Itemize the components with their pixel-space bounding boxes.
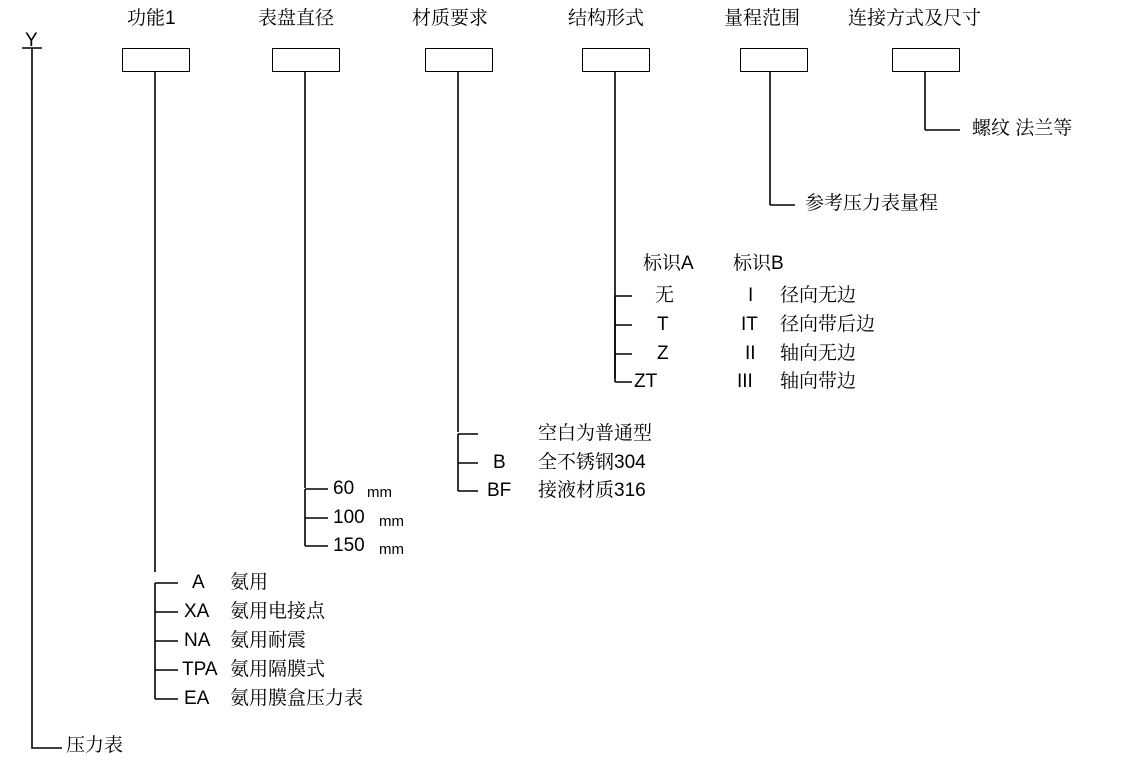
- material-desc: 接液材质316: [538, 480, 646, 501]
- connection-note: 螺纹 法兰等: [972, 118, 1073, 139]
- function-code: TPA: [182, 659, 218, 680]
- root-code: Y: [25, 30, 38, 51]
- header-label-dial: 表盘直径: [258, 8, 335, 29]
- structure-code-b: IT: [741, 314, 758, 335]
- range-note: 参考压力表量程: [805, 193, 939, 214]
- function-desc: 氨用: [230, 572, 269, 593]
- dial-unit: mm: [379, 541, 404, 558]
- function-desc: 氨用电接点: [230, 601, 326, 622]
- dial-value: 60: [333, 478, 355, 499]
- structure-col-a-header: 标识A: [643, 253, 694, 274]
- header-box-function: [122, 48, 190, 72]
- structure-desc: 轴向无边: [780, 343, 857, 364]
- function-code: NA: [184, 630, 211, 651]
- dial-unit: mm: [367, 484, 392, 501]
- header-label-structure: 结构形式: [568, 8, 645, 29]
- header-box-connection: [892, 48, 960, 72]
- material-code: BF: [487, 480, 512, 501]
- function-desc: 氨用隔膜式: [230, 659, 326, 680]
- function-code: XA: [184, 601, 210, 622]
- structure-code-a: T: [657, 314, 669, 335]
- structure-code-a: ZT: [634, 371, 658, 392]
- header-label-function: 功能1: [127, 8, 176, 29]
- dial-value: 100: [333, 507, 365, 528]
- structure-code-b: II: [745, 343, 756, 364]
- material-code: B: [493, 452, 506, 473]
- dial-value: 150: [333, 535, 365, 556]
- header-box-material: [425, 48, 493, 72]
- header-label-material: 材质要求: [412, 8, 489, 29]
- dial-unit: mm: [379, 513, 404, 530]
- function-desc: 氨用耐震: [230, 630, 307, 651]
- header-box-range: [740, 48, 808, 72]
- root-label: 压力表: [66, 735, 124, 756]
- function-code: A: [192, 572, 205, 593]
- material-desc: 空白为普通型: [538, 423, 653, 444]
- header-label-range: 量程范围: [724, 8, 801, 29]
- function-desc: 氨用膜盒压力表: [230, 688, 364, 709]
- structure-code-a: 无: [655, 285, 675, 306]
- structure-code-b: III: [737, 371, 753, 392]
- structure-col-b-header: 标识B: [733, 253, 784, 274]
- material-desc: 全不锈钢304: [538, 452, 646, 473]
- structure-code-a: Z: [657, 343, 669, 364]
- structure-desc: 径向带后边: [780, 314, 876, 335]
- function-code: EA: [184, 688, 210, 709]
- structure-desc: 轴向带边: [780, 371, 857, 392]
- structure-desc: 径向无边: [780, 285, 857, 306]
- header-label-connection: 连接方式及尺寸: [848, 8, 982, 29]
- header-box-dial: [272, 48, 340, 72]
- structure-code-b: I: [748, 285, 754, 306]
- header-box-structure: [582, 48, 650, 72]
